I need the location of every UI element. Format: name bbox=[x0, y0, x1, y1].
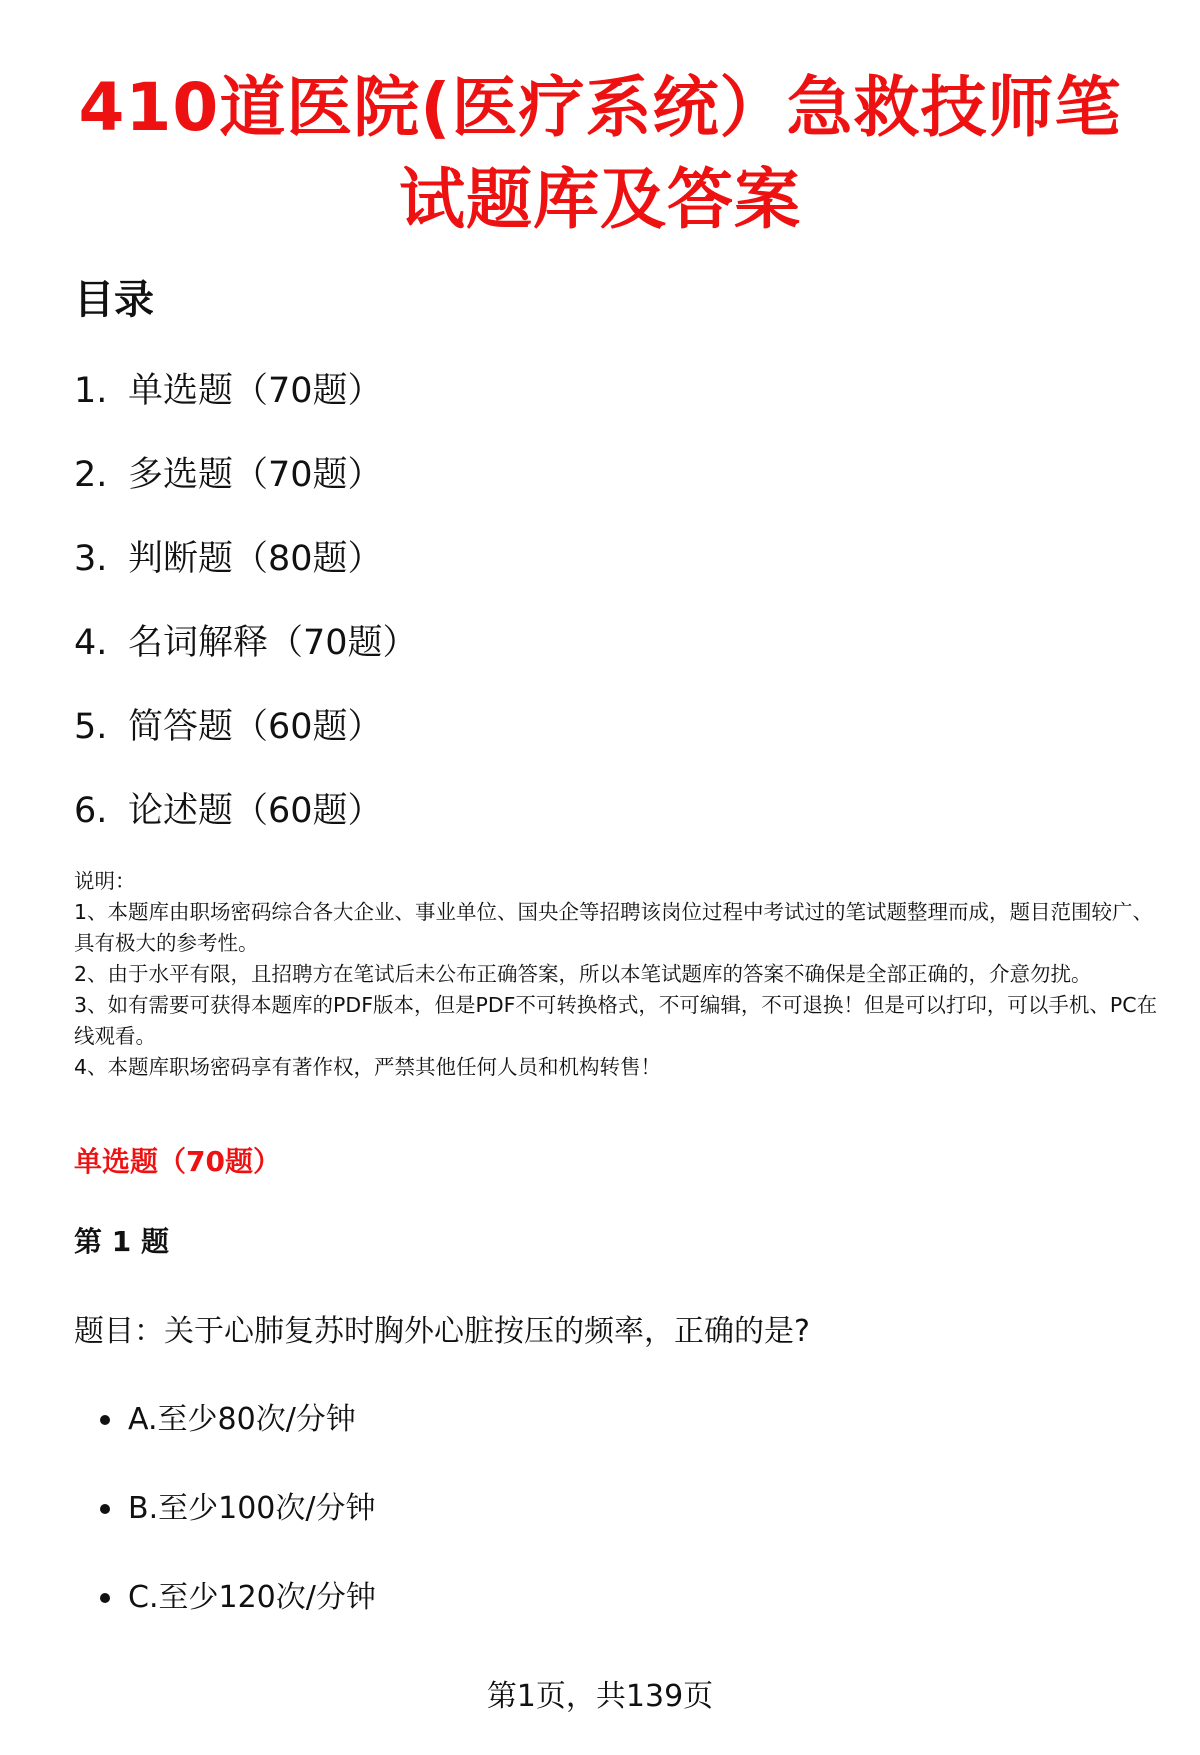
toc-item-label: 判断题（80题） bbox=[128, 539, 383, 579]
toc-item-label: 多选题（70题） bbox=[128, 455, 383, 495]
toc-item bbox=[74, 366, 418, 450]
document-title: 410道医院(医疗系统）急救技师笔试题库及答案 bbox=[78, 69, 1122, 238]
page-footer: 第1页，共139页 bbox=[486, 1679, 714, 1714]
bullet-icon bbox=[100, 1504, 110, 1514]
toc-item bbox=[74, 450, 418, 534]
notes-line: 4、本题库职场密码享有著作权，严禁其他任何人员和机构转售！ bbox=[74, 1055, 662, 1079]
toc-item-label: 名词解释（70题） bbox=[128, 623, 418, 663]
option-label: A.至少80次/分钟 bbox=[128, 1402, 356, 1437]
option-item bbox=[100, 1487, 376, 1576]
toc-item-label: 论述题（60题） bbox=[128, 791, 383, 831]
toc-item bbox=[74, 618, 418, 702]
option-label: B.至少100次/分钟 bbox=[128, 1491, 376, 1526]
toc-item-number: 2. bbox=[74, 455, 108, 495]
notes-line: 1、本题库由职场密码综合各大企业、事业单位、国央企等招聘该岗位过程中考试过的笔试题整理而成，题目范围较广、具有极大的参考性。 bbox=[74, 900, 1154, 955]
option-item bbox=[100, 1576, 376, 1665]
question-stem: 题目：关于心肺复苏时胸外心脏按压的频率，正确的是? bbox=[74, 1314, 810, 1349]
option-item bbox=[100, 1398, 376, 1487]
notes-line: 3、如有需要可获得本题库的PDF版本，但是PDF不可转换格式，不可编辑，不可退换！但是可以打印，可以手机、PC在线观看。 bbox=[74, 993, 1158, 1048]
notes-block bbox=[74, 866, 1164, 1083]
toc-item-number: 5. bbox=[74, 707, 108, 747]
toc-item bbox=[74, 786, 418, 870]
toc-item bbox=[74, 534, 418, 618]
toc-item-number: 3. bbox=[74, 539, 108, 579]
toc-item-label: 单选题（70题） bbox=[128, 371, 383, 411]
option-list bbox=[100, 1398, 376, 1665]
section-title: 单选题（70题） bbox=[74, 1145, 281, 1178]
question-number: 第 1 题 bbox=[74, 1225, 169, 1258]
notes-line: 2、由于水平有限，且招聘方在笔试后未公布正确答案，所以本笔试题库的答案不确保是全部正确的，介意勿扰。 bbox=[74, 962, 1092, 986]
toc-item bbox=[74, 702, 418, 786]
bullet-icon bbox=[100, 1415, 110, 1425]
toc-item-number: 4. bbox=[74, 623, 108, 663]
bullet-icon bbox=[100, 1593, 110, 1603]
toc-item-number: 6. bbox=[74, 791, 108, 831]
notes-heading: 说明： bbox=[74, 869, 136, 893]
toc-item-number: 1. bbox=[74, 371, 108, 411]
toc-list bbox=[74, 366, 418, 870]
toc-item-label: 简答题（60题） bbox=[128, 707, 383, 747]
option-label: C.至少120次/分钟 bbox=[128, 1580, 376, 1615]
toc-heading: 目录 bbox=[74, 277, 154, 323]
